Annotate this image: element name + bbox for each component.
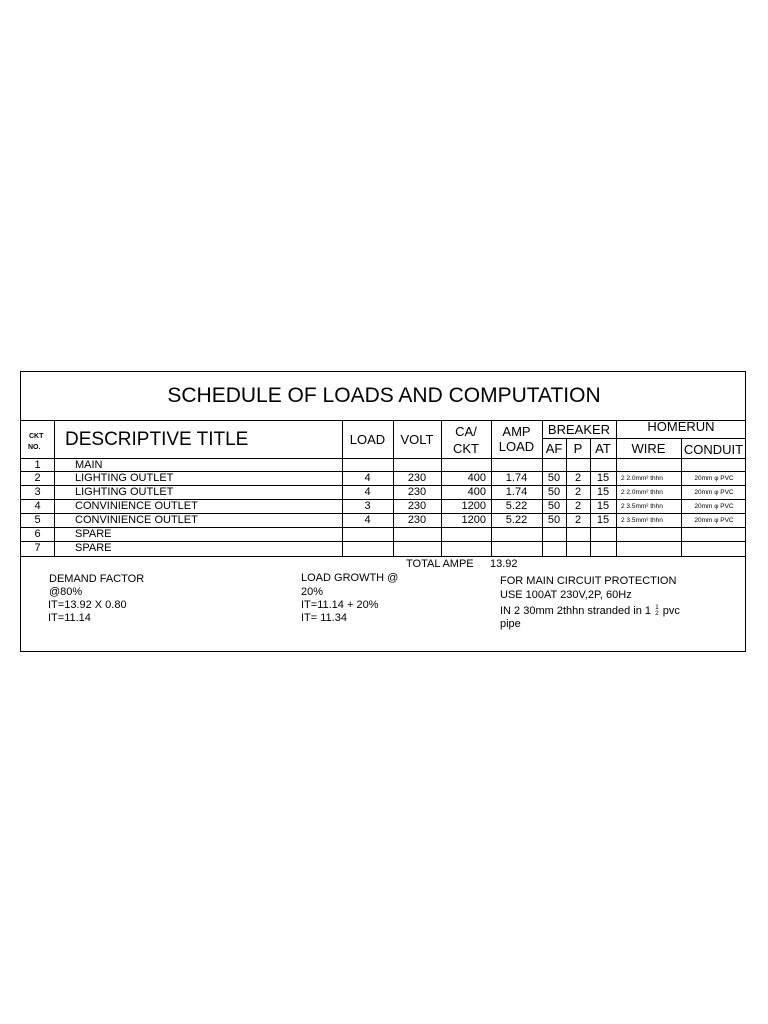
cell-desc: SPARE <box>75 528 112 540</box>
cell-load: 4 <box>364 514 371 526</box>
load-growth-line4: IT= 11.34 <box>301 612 347 624</box>
cell-p: 2 <box>574 514 582 526</box>
cell-wire: 2 3.5mm² thhn <box>621 503 663 510</box>
header-volt: VOLT <box>400 432 434 447</box>
cell-desc: SPARE <box>75 542 112 554</box>
cell-conduit: 20mm φ PVC <box>694 503 734 510</box>
header-ckt-2: CKT <box>453 441 479 456</box>
total-label: TOTAL AMPE <box>406 558 474 570</box>
cell-load: 4 <box>364 486 371 498</box>
protection-line3-text: IN 2 30mm 2thhn stranded in 1 <box>500 604 652 617</box>
header-descriptive-title: DESCRIPTIVE TITLE <box>65 429 249 450</box>
header-load: LOAD <box>349 432 386 447</box>
cell-af: 50 <box>547 500 561 512</box>
cell-load: 4 <box>364 472 371 484</box>
header-af: AF <box>545 441 563 456</box>
cell-at: 15 <box>596 472 610 484</box>
demand-factor-line4: IT=11.14 <box>48 612 91 624</box>
cell-af: 50 <box>547 486 561 498</box>
schedule-of-loads-table <box>20 371 746 652</box>
cell-conduit: 20mm φ PVC <box>694 489 734 496</box>
column-divider <box>54 420 55 556</box>
cell-volt: 230 <box>407 500 427 512</box>
cell-amp: 1.74 <box>505 472 528 484</box>
header-homerun: HOMERUN <box>647 419 715 434</box>
cell-amp: 1.74 <box>505 486 528 498</box>
cell-ca: 400 <box>467 472 486 484</box>
cell-wire: 2 2.0mm² thhn <box>621 489 663 496</box>
fraction-denominator: 2 <box>655 610 659 617</box>
cell-af: 50 <box>547 472 561 484</box>
table-title: SCHEDULE OF LOADS AND COMPUTATION <box>167 384 601 407</box>
cell-amp: 5.22 <box>505 500 528 512</box>
cell-wire: 2 2.0mm² thhn <box>621 475 663 482</box>
protection-line3 <box>500 605 680 617</box>
header-ca: CA/ <box>455 424 477 439</box>
demand-factor-line3: IT=13.92 X 0.80 <box>48 599 127 611</box>
cell-amp: 5.22 <box>505 514 528 526</box>
breaker-subheader-line <box>542 438 745 439</box>
protection-line2: USE 100AT 230V,2P, 60Hz <box>500 589 632 601</box>
load-growth-line3: IT=11.14 + 20% <box>301 599 379 611</box>
demand-factor-line2: @80% <box>49 586 83 598</box>
header-amp: AMP <box>502 424 531 439</box>
cell-volt: 230 <box>407 472 427 484</box>
cell-no: 7 <box>34 542 41 554</box>
cell-ca: 400 <box>467 486 486 498</box>
protection-line3-suffix: pvc <box>662 604 680 617</box>
cell-conduit: 20mm φ PVC <box>694 517 734 524</box>
cell-conduit: 20mm φ PVC <box>694 475 734 482</box>
cell-p: 2 <box>574 500 582 512</box>
table-bottom-line <box>21 556 745 557</box>
cell-volt: 230 <box>407 486 427 498</box>
header-p: P <box>573 441 583 456</box>
cell-desc: CONVINIENCE OUTLET <box>75 514 198 526</box>
cell-no: 1 <box>34 459 41 471</box>
cell-desc: LIGHTING OUTLET <box>75 486 174 498</box>
cell-volt: 230 <box>407 514 427 526</box>
cell-no: 4 <box>34 500 41 512</box>
header-ckt: CKT <box>29 433 44 440</box>
total-value: 13.92 <box>490 558 518 570</box>
cell-no: 6 <box>34 528 41 540</box>
cell-desc: LIGHTING OUTLET <box>75 472 174 484</box>
header-breaker: BREAKER <box>547 422 611 437</box>
cell-at: 15 <box>596 514 610 526</box>
protection-line1: FOR MAIN CIRCUIT PROTECTION <box>500 575 677 587</box>
cell-desc: MAIN <box>75 459 103 471</box>
cell-load: 3 <box>364 500 371 512</box>
row-line <box>21 527 745 528</box>
cell-wire: 2 3.5mm² thhn <box>621 517 663 524</box>
header-wire: WIRE <box>631 441 666 456</box>
fraction-numerator: 1 <box>655 604 659 611</box>
column-divider <box>616 420 617 556</box>
cell-no: 2 <box>34 472 41 484</box>
cell-no: 3 <box>34 486 41 498</box>
cell-ca: 1200 <box>461 514 486 526</box>
header-amp-load: LOAD <box>498 439 535 454</box>
cell-p: 2 <box>574 486 582 498</box>
header-no: NO. <box>28 444 41 451</box>
demand-factor-line1: DEMAND FACTOR <box>49 573 145 585</box>
cell-at: 15 <box>596 500 610 512</box>
cell-af: 50 <box>547 514 561 526</box>
cell-p: 2 <box>574 472 582 484</box>
row-line <box>21 541 745 542</box>
protection-line4: pipe <box>500 618 521 630</box>
header-bottom-line <box>21 458 745 459</box>
cell-no: 5 <box>34 514 41 526</box>
header-at: AT <box>595 441 611 456</box>
header-conduit: CONDUIT <box>683 442 744 457</box>
cell-at: 15 <box>596 486 610 498</box>
fraction <box>655 605 659 617</box>
load-growth-line2: 20% <box>301 586 324 598</box>
cell-ca: 1200 <box>461 500 486 512</box>
load-growth-line1: LOAD GROWTH @ <box>301 572 399 584</box>
cell-desc: CONVINIENCE OUTLET <box>75 500 198 512</box>
